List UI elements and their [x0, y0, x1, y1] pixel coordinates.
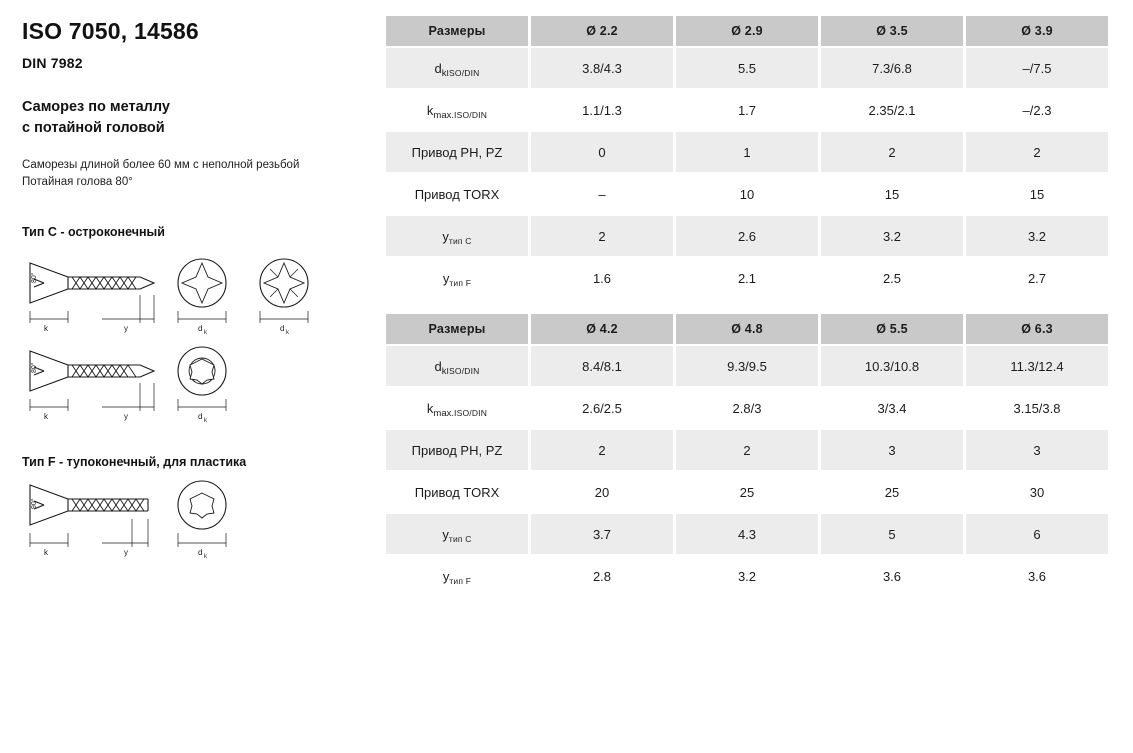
- table1-col-header-1: Ø 2.2: [531, 16, 673, 46]
- table1-row2-col3: 2: [821, 132, 963, 172]
- table2-row3-col3: 25: [821, 472, 963, 512]
- table2-row2-col2: 2: [676, 430, 818, 470]
- dim-label-k: k: [44, 323, 48, 333]
- table2-row1-col2: 2.8/3: [676, 388, 818, 428]
- product-description-line2: Потайная голова 80°: [22, 176, 133, 189]
- table-row: [386, 132, 1108, 172]
- table2-row5-col1: 2.8: [531, 556, 673, 596]
- dim-label-k: k: [44, 547, 48, 557]
- table1-row5-col3: 2.5: [821, 258, 963, 298]
- table1-row4-col1: 2: [531, 216, 673, 256]
- table2-row0-col4: 11.3/12.4: [966, 346, 1108, 386]
- table1-row2-col2: 1: [676, 132, 818, 172]
- table2-row4-label: $y_{тип C}$: [386, 514, 528, 554]
- standard-title: ISO 7050, 14586: [22, 18, 199, 44]
- product-name-line1: Саморез по металлу: [22, 99, 170, 115]
- table2-row4-col3: 5: [821, 514, 963, 554]
- dimension-table-1: [383, 14, 1111, 300]
- table1-row1-label: $k_{max.ISO/DIN}$: [386, 90, 528, 130]
- table2-row5-col4: 3.6: [966, 556, 1108, 596]
- table2-row0-col1: 8.4/8.1: [531, 346, 673, 386]
- table1-row0-col4: –/7.5: [966, 48, 1108, 88]
- table2-row4-col4: 6: [966, 514, 1108, 554]
- table1-row3-col3: 15: [821, 174, 963, 214]
- dim-label-dk-2-sub: k: [286, 329, 289, 336]
- table2-row3-col1: 20: [531, 472, 673, 512]
- table2-col-header-1: Ø 4.2: [531, 314, 673, 344]
- table1-row4-col4: 3.2: [966, 216, 1108, 256]
- table2-col-header-2: Ø 4.8: [676, 314, 818, 344]
- table1-row1-col1: 1.1/1.3: [531, 90, 673, 130]
- table1-row5-label: $y_{тип F}$: [386, 258, 528, 298]
- table2-row0-label: $d_{kISO/DIN}$: [386, 346, 528, 386]
- table2-col-header-0: Размеры: [386, 314, 528, 344]
- table-row: [386, 430, 1108, 470]
- table2-row4-col2: 4.3: [676, 514, 818, 554]
- table1-row0-col1: 3.8/4.3: [531, 48, 673, 88]
- table-row: [386, 472, 1108, 512]
- table2-row5-label: $y_{тип F}$: [386, 556, 528, 596]
- table-row: [386, 90, 1108, 130]
- table1-row4-col3: 3.2: [821, 216, 963, 256]
- table-row: [386, 258, 1108, 298]
- angle-label-90: 90°: [31, 497, 38, 509]
- table2-row3-label: Привод TORX: [386, 472, 528, 512]
- type-f-figures: [22, 469, 367, 564]
- table1-row3-col2: 10: [676, 174, 818, 214]
- table-row: [386, 556, 1108, 596]
- table1-col-header-0: Размеры: [386, 16, 528, 46]
- table2-row5-col3: 3.6: [821, 556, 963, 596]
- dim-label-dk-3: d: [198, 411, 203, 421]
- table1-row2-col4: 2: [966, 132, 1108, 172]
- screw-type-c-drawing-2: [22, 341, 352, 429]
- table1-row0-label: $d_{kISO/DIN}$: [386, 48, 528, 88]
- table1-row5-col1: 1.6: [531, 258, 673, 298]
- type-f-heading: Тип F - тупоконечный, для пластика: [22, 454, 247, 469]
- table2-row0-col2: 9.3/9.5: [676, 346, 818, 386]
- screw-type-f-drawing: [22, 469, 352, 564]
- table1-row3-label: Привод TORX: [386, 174, 528, 214]
- table1-row1-col2: 1.7: [676, 90, 818, 130]
- table-header-row: [386, 16, 1108, 46]
- table2-col-header-3: Ø 5.5: [821, 314, 963, 344]
- table2-row0-col3: 10.3/10.8: [821, 346, 963, 386]
- table1-col-header-4: Ø 3.9: [966, 16, 1108, 46]
- table2-row1-col4: 3.15/3.8: [966, 388, 1108, 428]
- table1-row2-col1: 0: [531, 132, 673, 172]
- table-row: [386, 174, 1108, 214]
- table1-row3-col4: 15: [966, 174, 1108, 214]
- dim-label-dk-3-sub: k: [204, 417, 207, 424]
- table1-row5-col2: 2.1: [676, 258, 818, 298]
- dim-label-dk-4-sub: k: [204, 553, 207, 560]
- table2-row2-col4: 3: [966, 430, 1108, 470]
- table1-row5-col4: 2.7: [966, 258, 1108, 298]
- table-header-row: [386, 314, 1108, 344]
- table2-row3-col2: 25: [676, 472, 818, 512]
- dimension-tables: [383, 0, 1133, 753]
- dim-label-k: k: [44, 411, 48, 421]
- table2-row3-col4: 30: [966, 472, 1108, 512]
- product-description: [22, 157, 367, 192]
- table1-row0-col2: 5.5: [676, 48, 818, 88]
- dim-label-y: y: [124, 547, 128, 557]
- table1-row4-label: $y_{тип C}$: [386, 216, 528, 256]
- table-row: [386, 514, 1108, 554]
- table2-row1-col1: 2.6/2.5: [531, 388, 673, 428]
- info-column: [0, 0, 383, 753]
- table-row: [386, 346, 1108, 386]
- table2-row2-label: Привод PH, PZ: [386, 430, 528, 470]
- type-c-heading: Тип C - остроконечный: [22, 224, 165, 239]
- product-description-line1: Саморезы длиной более 60 мм с неполной резьбой: [22, 159, 300, 172]
- screw-type-c-drawing-1: [22, 249, 352, 341]
- table2-row2-col3: 3: [821, 430, 963, 470]
- table2-row4-col1: 3.7: [531, 514, 673, 554]
- table1-col-header-3: Ø 3.5: [821, 16, 963, 46]
- table1-row0-col3: 7.3/6.8: [821, 48, 963, 88]
- dim-label-dk-1: d: [198, 323, 203, 333]
- table-row: [386, 216, 1108, 256]
- product-name: [22, 97, 367, 139]
- dim-label-y: y: [124, 411, 128, 421]
- dim-label-dk-4: d: [198, 547, 203, 557]
- dim-label-y: y: [124, 323, 128, 333]
- table2-row2-col1: 2: [531, 430, 673, 470]
- table1-row4-col2: 2.6: [676, 216, 818, 256]
- table1-col-header-2: Ø 2.9: [676, 16, 818, 46]
- table2-row1-label: $k_{max.ISO/DIN}$: [386, 388, 528, 428]
- table1-row1-col4: –/2.3: [966, 90, 1108, 130]
- standard-alt-title: DIN 7982: [22, 55, 83, 71]
- table1-row3-col1: –: [531, 174, 673, 214]
- dim-label-dk-1-sub: k: [204, 329, 207, 336]
- type-c-figures-2: [22, 341, 367, 429]
- angle-label-80-1: 80°: [31, 271, 38, 283]
- table2-row5-col2: 3.2: [676, 556, 818, 596]
- table1-row1-col3: 2.35/2.1: [821, 90, 963, 130]
- angle-label-80-2: 80°: [31, 361, 38, 373]
- dim-label-dk-2: d: [280, 323, 285, 333]
- table2-row1-col3: 3/3.4: [821, 388, 963, 428]
- table-row: [386, 48, 1108, 88]
- type-c-figures: [22, 249, 367, 341]
- product-name-line2: с потайной головой: [22, 120, 165, 137]
- table1-row2-label: Привод PH, PZ: [386, 132, 528, 172]
- dimension-table-2: [383, 312, 1111, 598]
- table-row: [386, 388, 1108, 428]
- table2-col-header-4: Ø 6.3: [966, 314, 1108, 344]
